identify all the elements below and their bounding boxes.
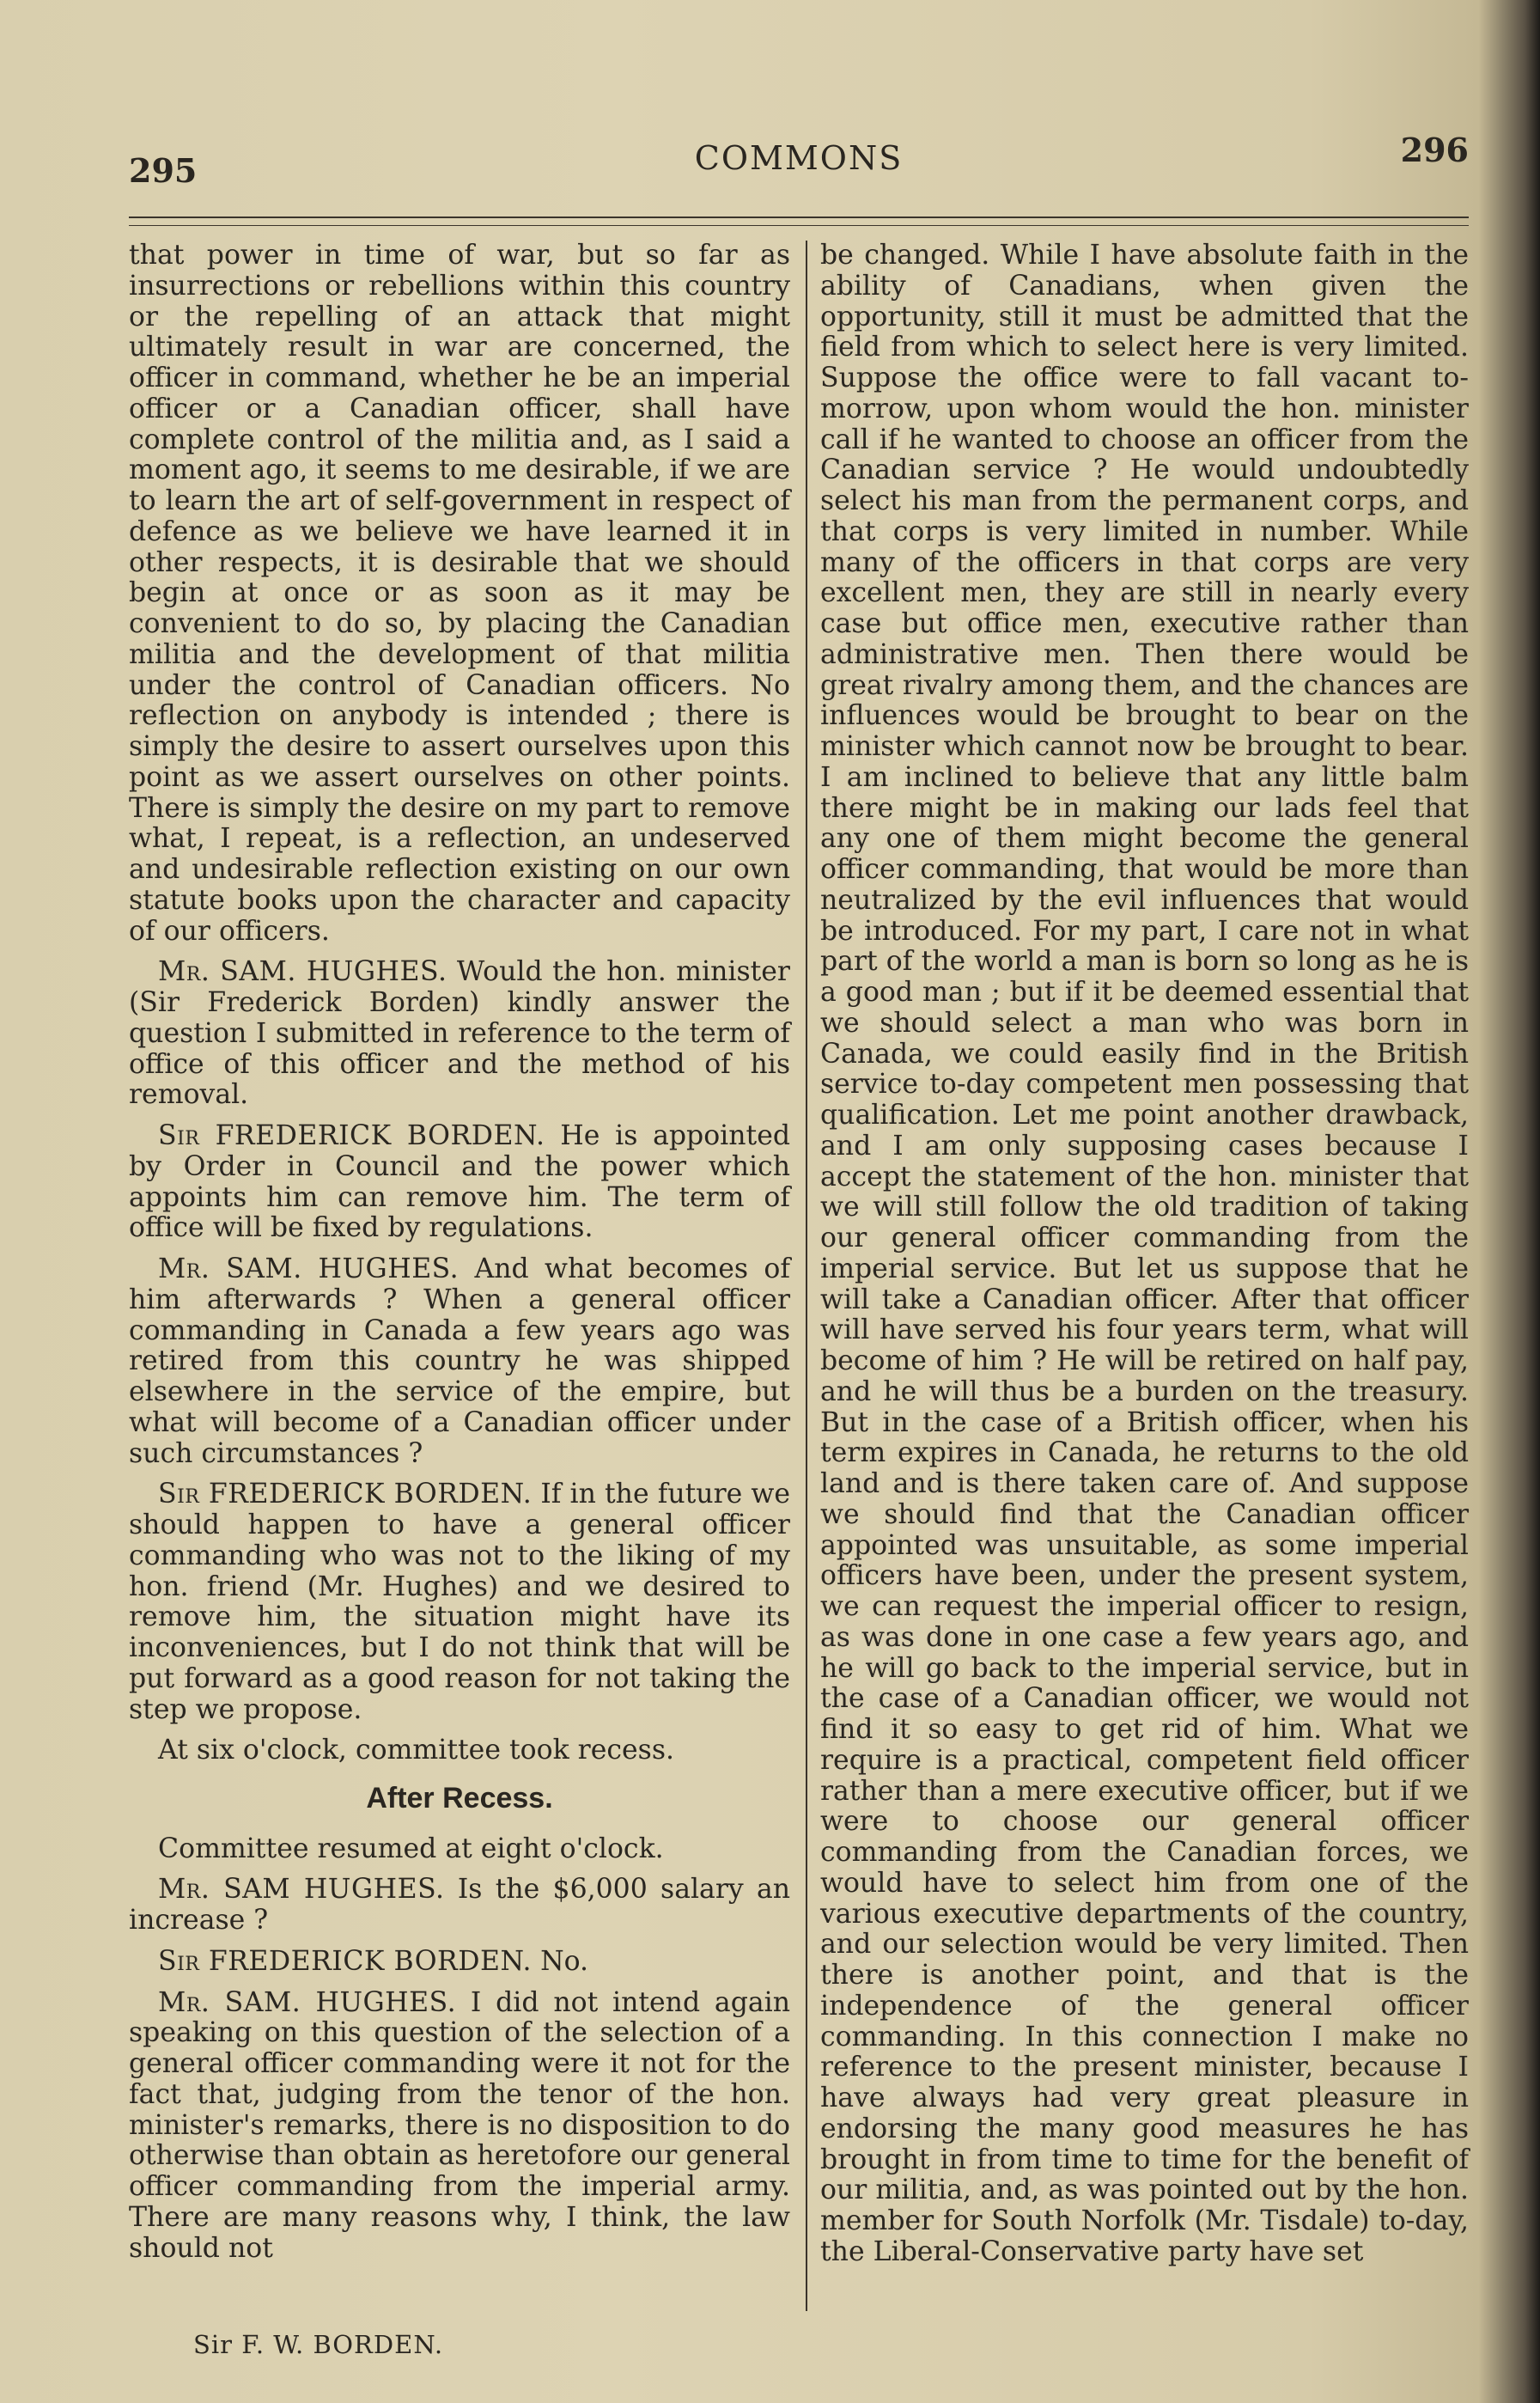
right-paragraph-1: be changed. While I have absolute faith in the ability of Canadians, when given the opportunity, still it must be admitted that the field from which to select here is very limited. Suppose the office were to fall vacant to-morrow, upon whom would the hon. minister call if he wanted to choose an officer from the Canadian service ? He would undoubtedly select his man from the permanent corps, and that corps is very limited in number. While many of the officers in that corps are very excellent men, they are still in nearly every case but office men, executive rather than administrative men. Then there would be great rivalry among them, and the chances are influences would be brought to bear on the minister which cannot now be brought to bear. I am inclined to believe that any little balm there might be in making our lads feel that any one of them might become the general officer commanding, that would be more than neutralized by the evil influences that would be introduced. For my part, I care not in what part of the world a man is born so long as he is a good man ; but if it be deemed essential that we should select a man who was born in Canada, we could easily find in the British service to-day competent men possessing that qualification. Let me point another drawback, and I am only supposing cases because I accept the statement of the hon. minister that we will still follow the old tradition of taking our general officer commanding from the imperial service. But let us suppose that he will take a Canadian officer. After that officer will have served his four years term, what will become of him ? He will be retired on half pay, and he will thus be a burden on the treasury. But in the case of a British officer, when his term expires in Canada, he returns to the old land and is there taken care of. And suppose we should find that the Canadian officer appointed was unsuitable, as some imperial officers have been, under the present system, we can request the imperial officer to resign, as was done in one case a few years ago, and he will go back to the imperial service, but in the case of a Canadian officer, we would not find it so easy to get rid of him. What we require is a practical, competent field officer rather than a mere executive officer, but if we were to choose our general officer commanding from the Canadian forces, we would have to select him from one of the various executive departments of the country, and our selection would be very limited. Then there is another point, and that is the independence of the general officer commanding. In this connection I make no reference to the present minister, because I have always had very great pleasure in endorsing the many good measures he has brought in from time to time for the benefit of our militia, and, as was pointed out by the hon. member for South Norfolk (Mr. Tisdale) to-day, the Liberal-Conservative party have set <box>820 240 1469 2267</box>
left-column <box>129 241 790 2274</box>
resumed-note: Committee resumed at eight o'clock. <box>158 1833 664 1864</box>
left-paragraph-10 <box>129 1988 790 2265</box>
speaker-name: Mr. SAM. HUGHES. <box>158 1253 460 1284</box>
right-column <box>820 241 1469 2278</box>
header-rule-bottom <box>129 225 1469 226</box>
speech-text: Would the hon. minister (Sir Frederick Borden) kindly answer the question I submitted in reference to the term of office of this officer and the method of his removal. <box>129 956 790 1111</box>
left-paragraph-2 <box>129 957 790 1111</box>
header-rule-top <box>129 217 1469 218</box>
left-paragraph-3 <box>129 1121 790 1244</box>
left-paragraph-5 <box>129 1479 790 1725</box>
speaker-name: Sir FREDERICK BORDEN. <box>158 1479 533 1510</box>
speech-text: He is appointed by Order in Council and the power which appoints him can remove him. The term of office will be fixed by regulations. <box>129 1120 790 1244</box>
speech-text: I did not intend again speaking on this question of the selection of a general officer commanding were it not for the fact that, judging from the tenor of the hon. minister's remarks, there is no disposition to do otherwise than obtain as heretofore our general officer commanding from the imperial army. There are many reasons why, I think, the law should not <box>129 1986 790 2264</box>
speech-text: If in the future we should happen to have a general officer commanding who was not to the liking of my hon. friend (Mr. Hughes) and we desired to remove him, the situation might have its inconveniences, but I do not think that will be put forward as a good reason for not taking the step we propose. <box>129 1479 790 1725</box>
left-paragraph-9 <box>129 1947 790 1978</box>
running-head: COMMONS <box>694 139 904 177</box>
left-page-number: 295 <box>129 151 198 190</box>
page-header <box>129 127 1469 196</box>
speaker-name: Mr. SAM. HUGHES. <box>158 956 447 988</box>
column-divider <box>806 241 807 2311</box>
right-page-number: 296 <box>1400 131 1469 169</box>
speaker-name: Sir FREDERICK BORDEN. <box>158 1120 545 1151</box>
next-speaker-signature: Sir F. W. BORDEN. <box>193 2330 444 2359</box>
speech-text: No. <box>540 1945 589 1977</box>
speaker-name: Mr. SAM HUGHES. <box>158 1874 445 1906</box>
left-paragraph-1: that power in time of war, but so far as insurrections or rebellions within this country or the repelling of an attack that might ultimately result in war are concerned, the officer in command, whether he be an imperial officer or a Canadian officer, shall have complete control of the militia and, as I said a moment ago, it seems to me desirable, if we are to learn the art of self-government in respect of defence as we believe we have learned it in other respects, it is desirable that we should begin at once or as soon as it may be convenient to do so, by placing the Canadian militia and the development of that militia under the control of Canadian officers. No reflection on anybody is intended ; there is simply the desire to assert ourselves upon this point as we assert ourselves on other points. There is simply the desire on my part to remove what, I repeat, is a reflection, an undeserved and undesirable reflection existing on our own statute books upon the character and capacity of our officers. <box>129 240 790 947</box>
left-paragraph-8 <box>129 1875 790 1936</box>
speech-text: Is the $6,000 salary an increase ? <box>129 1874 791 1936</box>
left-paragraph-4 <box>129 1254 790 1469</box>
recess-note: At six o'clock, committee took recess. <box>158 1735 674 1766</box>
section-subheading: After Recess. <box>366 1782 553 1814</box>
speaker-name: Sir FREDERICK BORDEN. <box>158 1945 533 1977</box>
speech-text: And what becomes of him afterwards ? When a general officer commanding in Canada a few years ago was retired from this country he was shipped elsewhere in the service of the empire, but what will become of a Canadian officer under such circumstances ? <box>129 1253 790 1469</box>
speaker-name: Mr. SAM. HUGHES. <box>158 1986 457 2018</box>
